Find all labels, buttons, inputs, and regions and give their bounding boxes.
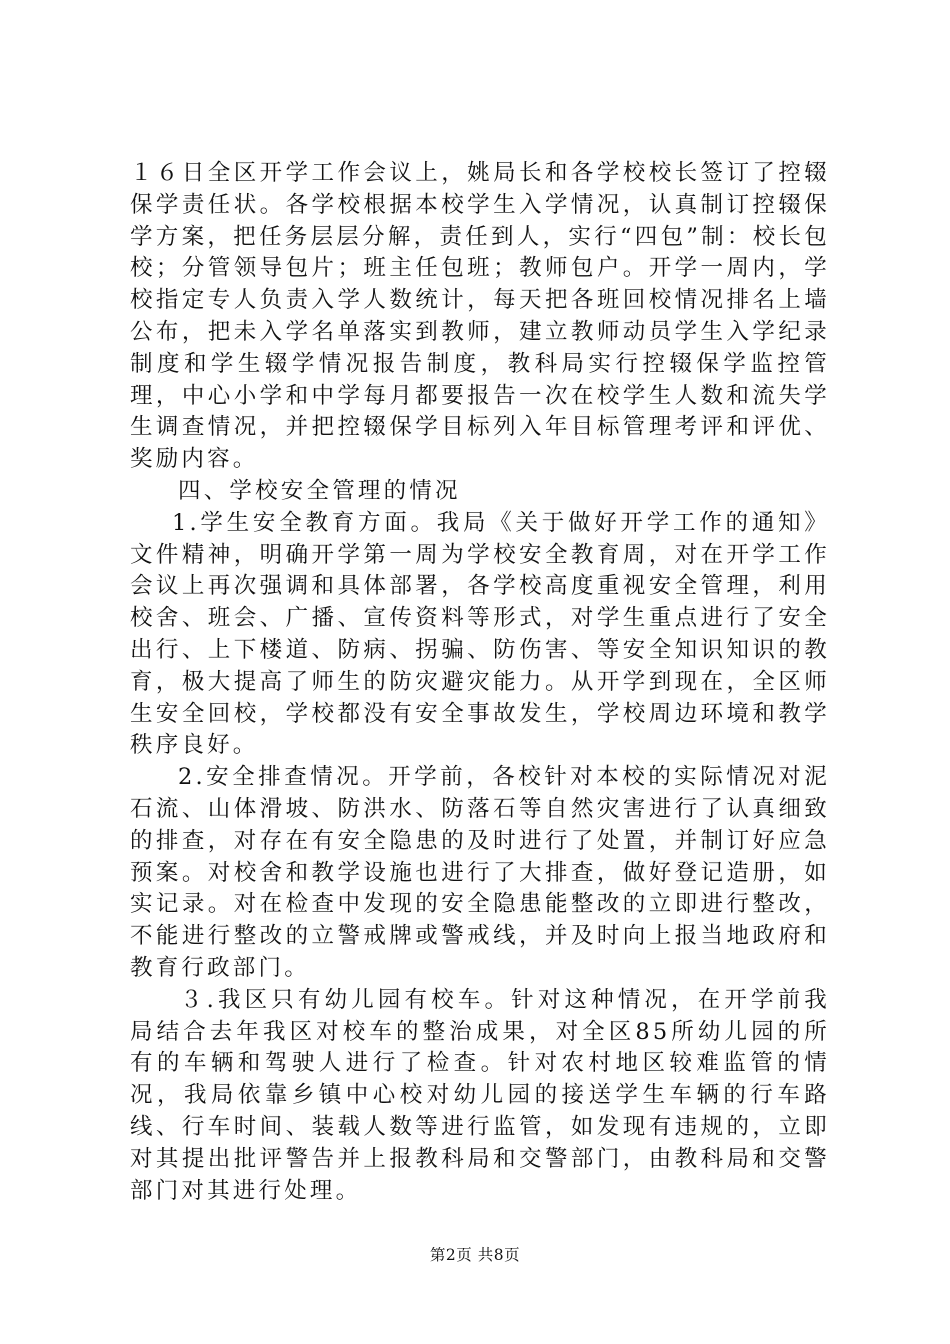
document-body xyxy=(130,158,830,1207)
section-heading-school-safety: 四、学校安全管理的情况 xyxy=(178,477,461,504)
paragraph-safety-education: 1.学生安全教育方面。我局《关于做好开学工作的通知》文件精神，明确开学第一周为学校安全教育周，对在开学工作会议上再次强调和具体部署，各学校高度重视安全管理，利用校舍、班会、广播、宣传资料等形式，对学生重点进行了安全出行、上下楼道、防病、拐骗、防伤害、等安全知识知识的教育，极大提高了师生的防灾避灾能力。从开学到现在，全区师生安全回校，学校都没有安全事故发生，学校周边环境和教学秩序良好。 xyxy=(130,509,830,759)
paragraph-school-bus: ３.我区只有幼儿园有校车。针对这种情况，在开学前我局结合去年我区对校车的整治成果，对全区85所幼儿园的所有的车辆和驾驶人进行了检查。针对农村地区较难监管的情况，我局依靠乡镇中心校对幼儿园的接送学生车辆的行车路线、行车时间、装载人数等进行监管，如发现有违规的，立即对其提出批评警告并上报教科局和交警部门，由教科局和交警部门对其进行处理。 xyxy=(130,986,830,1204)
page-number-footer: 第2页 共8页 xyxy=(429,1246,521,1264)
paragraph-dropout-control: １６日全区开学工作会议上，姚局长和各学校校长签订了控辍保学责任状。各学校根据本校学生入学情况，认真制订控辍保学方案，把任务层层分解，责任到人，实行“四包”制：校长包校；分管领导包片；班主任包班；教师包户。开学一周内，学校指定专人负责入学人数统计，每天把各班回校情况排名上墙公布，把未入学名单落实到教师，建立教师动员学生入学纪录制度和学生辍学情况报告制度，教科局实行控辍保学监控管理，中心小学和中学每月都要报告一次在校学生人数和流失学生调查情况，并把控辍保学目标列入年目标管理考评和评优、奖励内容。 xyxy=(130,160,830,473)
paragraph-safety-inspection: 2.安全排查情况。开学前，各校针对本校的实际情况对泥石流、山体滑坡、防洪水、防落石等自然灾害进行了认真细致的排查，对存在有安全隐患的及时进行了处置，并制订好应急预案。对校舍和教学设施也进行了大排查，做好登记造册，如实记录。对在检查中发现的安全隐患能整改的立即进行整改，不能进行整改的立警戒牌或警戒线，并及时向上报当地政府和教育行政部门。 xyxy=(130,764,830,981)
